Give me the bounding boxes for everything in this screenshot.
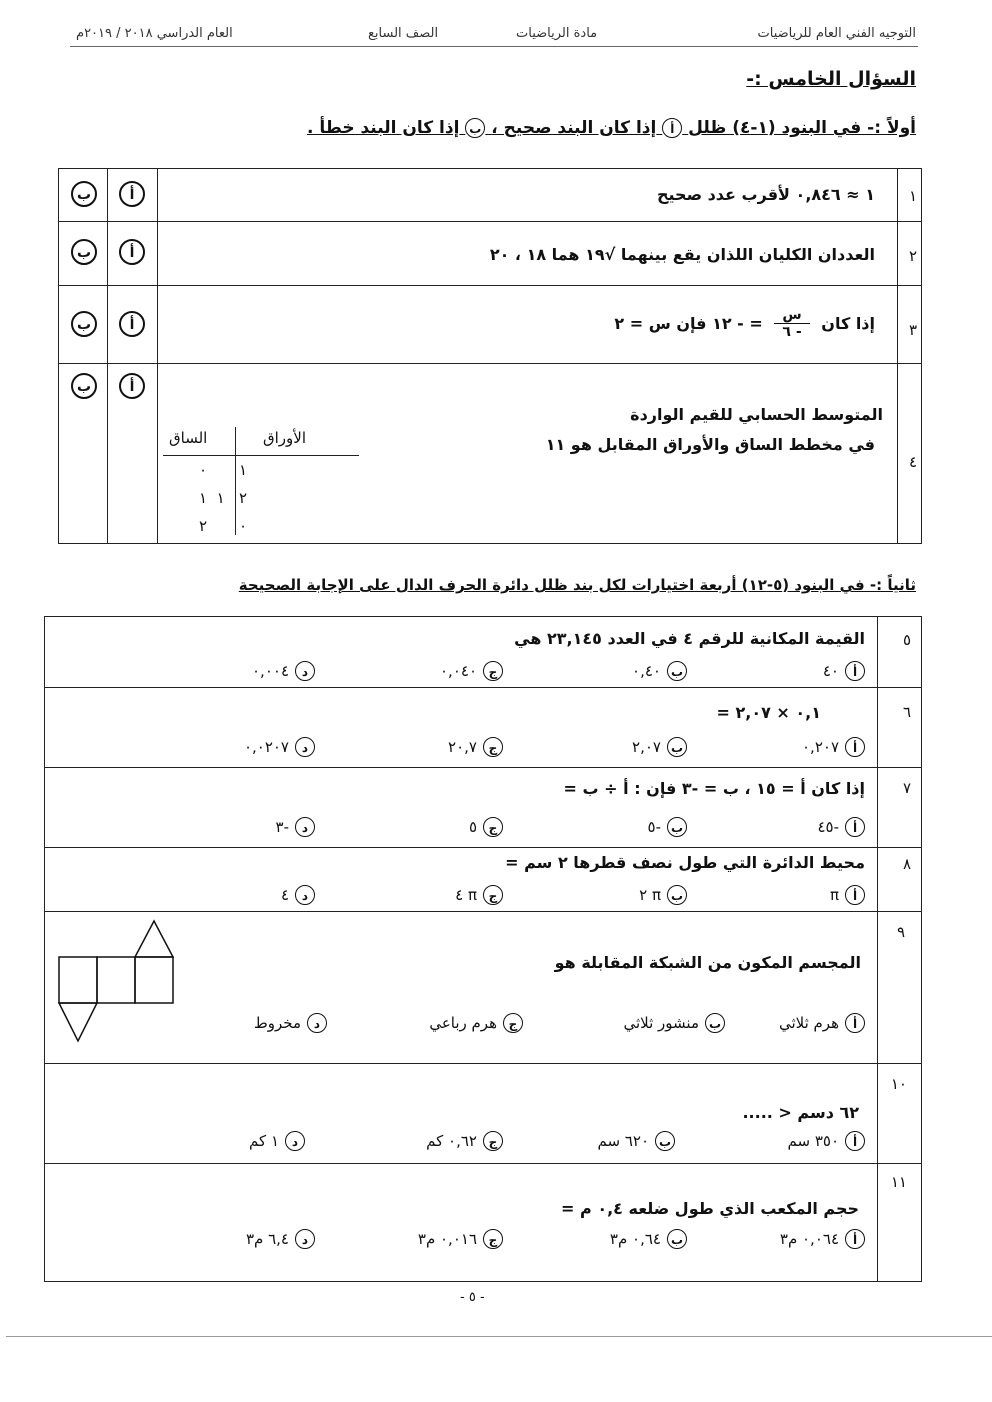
option-d-circle[interactable]: د [295, 817, 315, 837]
item-10-option-c[interactable] [426, 1131, 503, 1151]
option-c-text: ٥ [468, 818, 477, 836]
stem-row-2: ١ [199, 489, 208, 507]
option-c-circle[interactable]: ج [483, 737, 503, 757]
item-8-number: ٨ [902, 855, 911, 873]
option-c-text: هرم رباعي [429, 1014, 497, 1032]
item-8-question: محيط الدائرة التي طول نصف قطرها ٢ سم = [505, 853, 865, 872]
option-a-circle[interactable]: أ [845, 737, 865, 757]
option-a-circle[interactable]: أ [845, 885, 865, 905]
item-7-option-a[interactable] [817, 817, 865, 837]
leaf-row-1: ١ [238, 461, 247, 479]
item-8-option-d[interactable] [281, 885, 315, 905]
option-a-text: ٠,٠٦٤ م٣ [779, 1230, 839, 1248]
item-9-option-c[interactable] [429, 1013, 523, 1033]
option-b-text: ٦٢٠ سم [597, 1132, 649, 1150]
option-a-text: -٤٥ [817, 818, 839, 836]
item-11-option-d[interactable] [246, 1229, 315, 1249]
option-b-circle[interactable]: ب [667, 1229, 687, 1249]
option-a-circle[interactable]: أ [845, 1131, 865, 1151]
item-6-option-d[interactable] [244, 737, 315, 757]
item-1-option-a[interactable]: أ [119, 181, 145, 207]
item-5-option-a[interactable] [823, 661, 865, 681]
false-letter-circle: ب [465, 118, 485, 138]
option-d-text: -٣ [275, 818, 289, 836]
true-letter-circle: أ [662, 118, 682, 138]
stem-row-3: ٢ [199, 517, 208, 535]
item-9-option-b[interactable] [623, 1013, 725, 1033]
question-title: السؤال الخامس :- [746, 68, 916, 90]
item-1-number: ١ [908, 187, 917, 205]
option-a-circle[interactable]: أ [845, 1013, 865, 1033]
option-b-text: ٢,٠٧ [632, 738, 661, 756]
item-3-fraction [774, 307, 809, 340]
item-7-option-b[interactable] [648, 817, 687, 837]
option-d-circle[interactable]: د [295, 661, 315, 681]
option-b-circle[interactable]: ب [667, 737, 687, 757]
option-d-circle[interactable]: د [295, 885, 315, 905]
option-c-circle[interactable]: ج [483, 1229, 503, 1249]
option-a-text: π [829, 886, 839, 904]
header-grade: الصف السابع [368, 26, 439, 41]
item-7-number: ٧ [902, 779, 911, 797]
option-b-text: π ٢ [639, 886, 661, 904]
leaf-row-2: ٢ ١ [216, 489, 247, 507]
page-number: - ٥ - [460, 1290, 485, 1305]
item-10-option-b[interactable] [598, 1131, 676, 1151]
item-6-question: ٠,١ × ٢,٠٧ = [716, 703, 821, 722]
item-1-option-b[interactable]: ب [71, 181, 97, 207]
item-9-number: ٩ [896, 923, 905, 941]
part1-instruction-mid: إذا كان البند صحيح ، [491, 118, 657, 138]
item-8-option-b[interactable] [639, 885, 687, 905]
option-b-circle[interactable]: ب [667, 817, 687, 837]
header-subject: مادة الرياضيات [516, 26, 598, 41]
item-7-option-d[interactable] [276, 817, 315, 837]
option-c-text: π ٤ [455, 886, 477, 904]
option-d-circle[interactable]: د [295, 737, 315, 757]
option-d-circle[interactable]: د [307, 1013, 327, 1033]
item-5-option-b[interactable] [632, 661, 687, 681]
option-c-circle[interactable]: ج [483, 817, 503, 837]
item-11-question: حجم المكعب الذي طول ضلعه ٠,٤ م = [561, 1199, 859, 1218]
part1-instruction-end: إذا كان البند خطأ . [307, 118, 460, 138]
item-8-option-a[interactable] [830, 885, 865, 905]
item-4-text-a: المتوسط الحسابي للقيم الواردة [630, 405, 883, 424]
option-c-circle[interactable]: ج [483, 661, 503, 681]
item-10-option-a[interactable] [788, 1131, 866, 1151]
option-d-text: ٦,٤ م٣ [245, 1230, 289, 1248]
option-d-text: مخروط [253, 1014, 301, 1032]
item-10-number: ١٠ [890, 1075, 907, 1093]
option-d-text: ٠,٠٠٤ [252, 662, 289, 680]
item-9-question: المجسم المكون من الشبكة المقابلة هو [554, 953, 861, 972]
option-a-text: ٤٠ [822, 662, 839, 680]
item-5-question: القيمة المكانية للرقم ٤ في العدد ٢٣,١٤٥ هي [514, 629, 865, 648]
option-b-circle[interactable]: ب [705, 1013, 725, 1033]
option-a-circle[interactable]: أ [845, 1229, 865, 1249]
option-b-text: -٥ [647, 818, 661, 836]
item-4-option-a[interactable]: أ [119, 373, 145, 399]
footer-divider [6, 1336, 992, 1337]
item-11-option-c[interactable] [418, 1229, 503, 1249]
option-c-text: ٠,٠٤٠ [440, 662, 477, 680]
option-d-circle[interactable]: د [295, 1229, 315, 1249]
true-false-table [58, 168, 922, 544]
item-1-text: ١ ≈ ٠,٨٤٦ لأقرب عدد صحيح [656, 185, 875, 204]
item-7-option-c[interactable] [469, 817, 503, 837]
header-year: العام الدراسي ٢٠١٨ / ٢٠١٩م [76, 26, 233, 41]
item-4-number: ٤ [908, 453, 917, 471]
option-b-text: ٠,٦٤ م٣ [609, 1230, 661, 1248]
item-3-number: ٣ [908, 321, 917, 339]
stem-row-1: ٠ [199, 461, 208, 479]
option-c-circle[interactable]: ج [503, 1013, 523, 1033]
part1-instruction-start: أولاً :- في البنود (١-٤) ظلل [688, 118, 916, 138]
item-3-option-b[interactable]: ب [71, 311, 97, 337]
item-2-number: ٢ [908, 247, 917, 265]
item-9-option-d[interactable] [254, 1013, 327, 1033]
item-6-option-a[interactable] [802, 737, 865, 757]
fraction-denominator: - ٦ [782, 324, 802, 340]
item-10-option-d[interactable] [249, 1131, 305, 1151]
option-b-text: منشور ثلاثي [623, 1014, 699, 1032]
item-3-text-b: = - ١٢ فإن س = ٢ [614, 314, 763, 333]
option-b-circle[interactable]: ب [655, 1131, 675, 1151]
option-d-circle[interactable]: د [285, 1131, 305, 1151]
header-divider [70, 46, 918, 47]
part2-instruction: ثانياً :- في البنود (٥-١٢) أربعة اختيارات لكل بند ظلل دائرة الحرف الدال على الإجابة الصحيحة [238, 576, 916, 594]
stem-header: الساق [169, 429, 208, 447]
item-6-number: ٦ [902, 703, 911, 721]
item-3-option-a[interactable]: أ [119, 311, 145, 337]
item-6-option-c[interactable] [448, 737, 503, 757]
fraction-numerator: س [774, 307, 809, 324]
option-b-circle[interactable]: ب [667, 661, 687, 681]
leaf-header: الأوراق [263, 429, 307, 447]
option-a-circle[interactable]: أ [845, 661, 865, 681]
option-d-text: ١ كم [249, 1132, 279, 1150]
item-8-option-c[interactable] [455, 885, 503, 905]
stem-leaf-plot [163, 427, 363, 537]
item-7-question: إذا كان أ = ١٥ ، ب = -٣ فإن : أ ÷ ب = [563, 779, 865, 798]
multiple-choice-table [44, 616, 922, 1282]
leaf-row-3: ٠ [238, 517, 247, 535]
option-d-text: ٤ [280, 886, 289, 904]
item-11-option-b[interactable] [610, 1229, 687, 1249]
item-5-number: ٥ [902, 631, 911, 649]
option-c-text: ٢٠,٧ [448, 738, 477, 756]
option-c-text: ٠,٠١٦ م٣ [417, 1230, 477, 1248]
option-d-text: ٠,٠٢٠٧ [243, 738, 289, 756]
item-2-text: العددان الكليان اللذان يقع بينهما √١٩ هما ١٨ ، ٢٠ [489, 245, 875, 264]
option-a-circle[interactable]: أ [845, 817, 865, 837]
item-4-text-b: في مخطط الساق والأوراق المقابل هو ١١ [545, 435, 875, 454]
option-a-text: هرم ثلاثي [778, 1014, 839, 1032]
part1-instruction [307, 118, 916, 138]
item-10-question: ٦٢ دسم < ..... [742, 1103, 859, 1122]
option-a-text: ٠,٢٠٧ [802, 738, 839, 756]
triangular-prism-net [57, 917, 177, 1053]
item-11-number: ١١ [890, 1173, 907, 1191]
item-9-option-a[interactable] [779, 1013, 865, 1033]
item-6-option-b[interactable] [632, 737, 687, 757]
option-a-text: ٣٥٠ سم [787, 1132, 839, 1150]
item-11-option-a[interactable] [780, 1229, 865, 1249]
option-b-circle[interactable]: ب [667, 885, 687, 905]
item-2-option-a[interactable]: أ [119, 239, 145, 265]
item-3-text [614, 307, 875, 340]
option-b-text: ٠,٤٠ [632, 662, 661, 680]
item-4-option-b[interactable]: ب [71, 373, 97, 399]
option-c-circle[interactable]: ج [483, 885, 503, 905]
item-5-option-c[interactable] [440, 661, 503, 681]
option-c-text: ٠,٦٢ كم [426, 1132, 477, 1150]
item-5-option-d[interactable] [252, 661, 315, 681]
header-school: التوجيه الفني العام للرياضيات [757, 26, 916, 41]
item-2-option-b[interactable]: ب [71, 239, 97, 265]
item-3-text-a: إذا كان [821, 314, 875, 333]
option-c-circle[interactable]: ج [483, 1131, 503, 1151]
